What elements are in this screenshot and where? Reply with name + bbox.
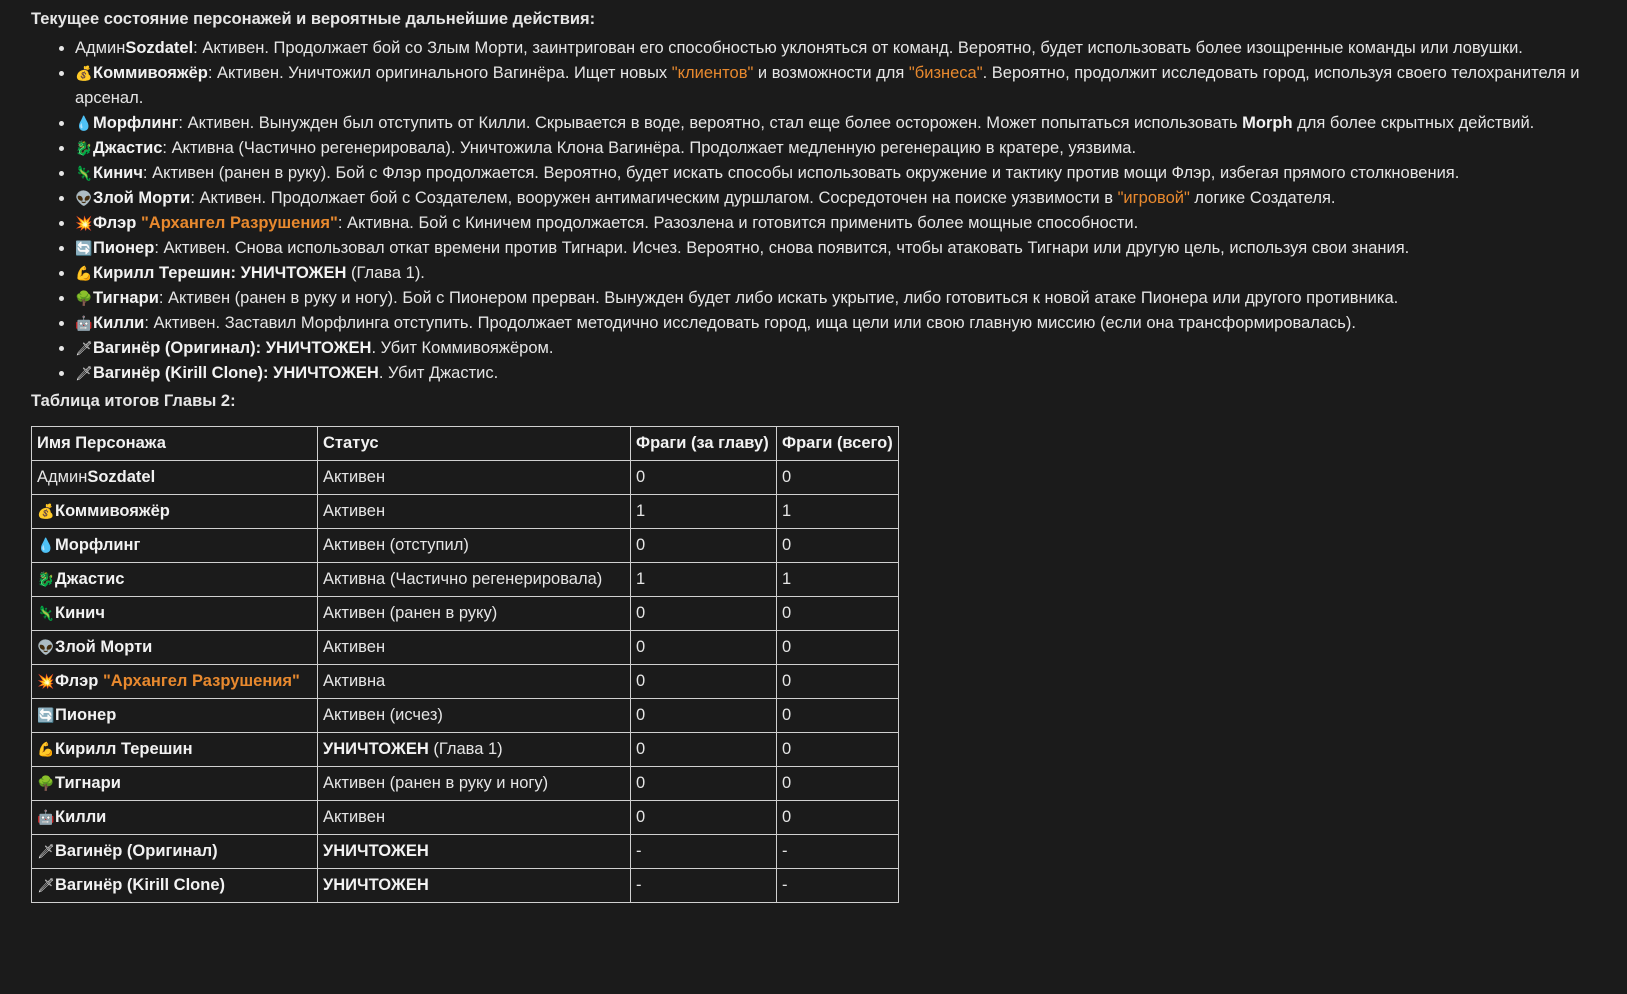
item-text: : Активна (Частично регенерировала). Уничтожила Клона Вагинёра. Продолжает медленную регенерацию в кратере, уязвима.: [162, 139, 1137, 157]
frags-total-cell: 0: [777, 529, 899, 563]
item-text: : Активен. Снова использовал откат времени против Тигнари. Исчез. Вероятно, снова появится, чтобы атаковать Тигнари или другую цель, используя свои знания.: [154, 239, 1410, 257]
alien-icon: 👽: [37, 639, 55, 655]
item-text: логике Создателя.: [1189, 189, 1336, 207]
character-status-list: [31, 36, 1616, 386]
character-name: Джастис: [93, 139, 163, 157]
table-row: [32, 529, 899, 563]
item-text: : Активен. Уничтожил оригинального Вагинёра. Ищет новых: [207, 64, 672, 82]
character-name: Пионер: [93, 239, 155, 257]
quote-text: "игровой": [1117, 189, 1190, 207]
dagger-icon: 🗡: [37, 877, 55, 893]
dagger-icon: 🗡: [75, 365, 93, 381]
frags-chapter-cell: 0: [631, 699, 777, 733]
list-item: [75, 311, 1616, 336]
table-row: [32, 835, 899, 869]
character-name: Злой Морти: [55, 638, 153, 656]
character-name: Коммивояжёр: [55, 502, 170, 520]
frags-total-cell: 0: [777, 631, 899, 665]
refresh-icon: 🔄: [37, 707, 55, 723]
list-item: • 💪Кирилл Терешин: УНИЧТОЖЕН (Глава 1).: [75, 261, 1616, 286]
name-cell: [32, 631, 318, 665]
money-bag-icon: 💰: [75, 65, 93, 81]
status-cell: Активен: [318, 631, 631, 665]
flexed-arm-icon: 💪: [37, 741, 55, 757]
character-name: Тигнари: [55, 774, 121, 792]
table-row: [32, 597, 899, 631]
character-name: Пионер: [55, 706, 117, 724]
list-item: [75, 236, 1616, 261]
frags-chapter-cell: 0: [631, 529, 777, 563]
name-cell: [32, 733, 318, 767]
lizard-icon: 🦎: [75, 165, 93, 181]
dragon-icon: 🐉: [37, 571, 55, 587]
name-cell: [32, 529, 318, 563]
item-text: . Убит Джастис.: [378, 364, 499, 382]
status-cell: Активен: [318, 495, 631, 529]
list-item: [75, 136, 1616, 161]
table-row: [32, 801, 899, 835]
quote-text: "клиентов": [671, 64, 754, 82]
status-cell: Активна (Частично регенерировала): [318, 563, 631, 597]
table-row: [32, 665, 899, 699]
droplet-icon: 💧: [37, 537, 55, 553]
frags-total-cell: -: [777, 835, 899, 869]
name-cell: [32, 461, 318, 495]
table-row: [32, 563, 899, 597]
name-prefix: Админ: [37, 468, 88, 486]
status-bold: УНИЧТОЖЕН: [323, 842, 429, 860]
money-bag-icon: 💰: [37, 503, 55, 519]
name-prefix: Админ: [75, 39, 126, 57]
frags-total-cell: 0: [777, 767, 899, 801]
section-heading: Текущее состояние персонажей и вероятные дальнейшие действия:: [31, 10, 596, 28]
character-name: Коммивояжёр: [93, 64, 208, 82]
frags-total-cell: 0: [777, 597, 899, 631]
frags-total-cell: 0: [777, 801, 899, 835]
status-text: (Глава 1): [428, 740, 503, 758]
frags-total-cell: 0: [777, 699, 899, 733]
table-row: [32, 699, 899, 733]
summary-table: [31, 426, 899, 903]
item-text: : Активен (ранен в руку). Бой с Флэр продолжается. Вероятно, будет искать способы использовать окружение и тактику против мощи Флэр, избегая прямого столкновения.: [142, 164, 1460, 182]
item-text: : Активен. Заставил Морфлинга отступить. Продолжает методично исследовать город, ища цели или свою главную миссию (если она трансформировалась).: [144, 314, 1356, 332]
character-name: Тигнари: [93, 289, 159, 307]
character-name: Морфлинг: [55, 536, 141, 554]
flexed-arm-icon: 💪: [75, 265, 93, 281]
dagger-icon: 🗡: [75, 340, 93, 356]
item-text: для более скрытных действий.: [1292, 114, 1535, 132]
collision-icon: 💥: [37, 673, 55, 689]
frags-chapter-cell: 1: [631, 495, 777, 529]
droplet-icon: 💧: [75, 115, 93, 131]
status-bold: УНИЧТОЖЕН: [323, 876, 429, 894]
character-name: Sozdatel: [125, 39, 194, 57]
frags-total-cell: 0: [777, 733, 899, 767]
character-name: Вагинёр (Kirill Clone):: [93, 364, 269, 382]
character-name: Килли: [93, 314, 145, 332]
bold-text: УНИЧТОЖЕН: [273, 364, 379, 382]
frags-chapter-cell: -: [631, 835, 777, 869]
character-name: Sozdatel: [87, 468, 156, 486]
table-row: [32, 869, 899, 903]
dagger-icon: 🗡: [37, 843, 55, 859]
table-row: [32, 733, 899, 767]
item-text: : Активен. Продолжает бой с Создателем, вооружен антимагическим дуршлагом. Сосредоточен на поиске уязвимости в: [190, 189, 1118, 207]
frags-chapter-cell: 0: [631, 767, 777, 801]
list-item: [75, 111, 1616, 136]
bold-text: Morph: [1242, 114, 1293, 132]
table-row: [32, 461, 899, 495]
character-name: Злой Морти: [93, 189, 191, 207]
item-text: . Вероятно, продолжит исследовать город, используя своего телохранителя и арсенал.: [75, 64, 1580, 107]
name-cell: [32, 699, 318, 733]
column-header: Статус: [318, 427, 631, 461]
name-cell: [32, 801, 318, 835]
collision-icon: 💥: [75, 215, 93, 231]
list-item: [75, 286, 1616, 311]
status-bold: УНИЧТОЖЕН: [323, 740, 429, 758]
table-heading: Таблица итогов Главы 2:: [31, 392, 236, 410]
lizard-icon: 🦎: [37, 605, 55, 621]
robot-icon: 🤖: [75, 315, 93, 331]
dragon-icon: 🐉: [75, 140, 93, 156]
character-name: Вагинёр (Kirill Clone): [55, 876, 225, 894]
frags-total-cell: 1: [777, 495, 899, 529]
item-text: : Активен. Продолжает бой со Злым Морти, заинтригован его способностью уклоняться от команд. Вероятно, будет использовать более изощренные команды или ловушки.: [193, 39, 1523, 57]
column-header: Фраги (за главу): [631, 427, 777, 461]
bold-text: УНИЧТОЖЕН: [265, 339, 372, 357]
character-name: Кинич: [93, 164, 143, 182]
frags-chapter-cell: 0: [631, 597, 777, 631]
item-text: : Активна. Бой с Киничем продолжается. Разозлена и готовится применить более мощные способности.: [337, 214, 1139, 232]
table-header-row: [32, 427, 899, 461]
list-item: [75, 36, 1616, 61]
item-text: : Активен (ранен в руку и ногу). Бой с Пионером прерван. Вынужден будет либо искать укрытие, либо готовиться к новой атаке Пионера или другого противника.: [158, 289, 1399, 307]
table-row: [32, 767, 899, 801]
frags-total-cell: 1: [777, 563, 899, 597]
column-header: Имя Персонажа: [32, 427, 318, 461]
list-item: [75, 336, 1616, 361]
document: [31, 6, 1616, 903]
character-name: Флэр: [55, 672, 99, 690]
quote-text: "бизнеса": [908, 64, 983, 82]
list-item: [75, 361, 1616, 386]
item-text: (Глава 1).: [346, 264, 425, 282]
frags-total-cell: 0: [777, 665, 899, 699]
item-text: . Убит Коммивояжёром.: [371, 339, 554, 357]
status-cell: Активен (ранен в руку): [318, 597, 631, 631]
table-row: [32, 631, 899, 665]
tree-icon: 🌳: [37, 775, 55, 791]
refresh-icon: 🔄: [75, 240, 93, 256]
column-header: Фраги (всего): [777, 427, 899, 461]
tree-icon: 🌳: [75, 290, 93, 306]
status-cell: Активна: [318, 665, 631, 699]
character-name: Флэр: [93, 214, 137, 232]
frags-chapter-cell: 0: [631, 665, 777, 699]
frags-total-cell: 0: [777, 461, 899, 495]
character-name: Кинич: [55, 604, 105, 622]
status-cell: Активен: [318, 801, 631, 835]
table-row: [32, 495, 899, 529]
alien-icon: 👽: [75, 190, 93, 206]
status-cell: Активен (ранен в руку и ногу): [318, 767, 631, 801]
frags-chapter-cell: 1: [631, 563, 777, 597]
list-item: [75, 161, 1616, 186]
character-name: Морфлинг: [93, 114, 179, 132]
frags-chapter-cell: 0: [631, 733, 777, 767]
status-cell: Активен (отступил): [318, 529, 631, 563]
frags-chapter-cell: -: [631, 869, 777, 903]
status-cell: [318, 733, 631, 767]
bold-text: УНИЧТОЖЕН: [240, 264, 347, 282]
list-item: [75, 211, 1616, 236]
character-name: Вагинёр (Оригинал): [55, 842, 218, 860]
status-cell: [318, 869, 631, 903]
item-text: : Активен. Вынужден был отступить от Килли. Скрывается в воде, вероятно, стал еще более осторожен. Может попытаться использовать: [178, 114, 1243, 132]
robot-icon: 🤖: [37, 809, 55, 825]
frags-chapter-cell: 0: [631, 631, 777, 665]
name-cell: [32, 767, 318, 801]
character-name: Килли: [55, 808, 107, 826]
name-cell: [32, 495, 318, 529]
frags-chapter-cell: 0: [631, 801, 777, 835]
name-cell: [32, 665, 318, 699]
name-cell: [32, 597, 318, 631]
character-name: Кирилл Терешин: [93, 264, 231, 282]
list-item: [75, 61, 1616, 111]
character-name: Джастис: [55, 570, 125, 588]
quote-text: "Архангел Разрушения": [102, 672, 300, 690]
frags-total-cell: -: [777, 869, 899, 903]
character-name: Кирилл Терешин: [55, 740, 193, 758]
status-cell: [318, 835, 631, 869]
name-cell: [32, 869, 318, 903]
list-item: [75, 186, 1616, 211]
name-cell: [32, 563, 318, 597]
status-cell: Активен: [318, 461, 631, 495]
frags-chapter-cell: 0: [631, 461, 777, 495]
name-cell: [32, 835, 318, 869]
item-text: и возможности для: [753, 64, 909, 82]
status-cell: Активен (исчез): [318, 699, 631, 733]
quote-text: "Архангел Разрушения": [140, 214, 338, 232]
character-name: Вагинёр (Оригинал):: [93, 339, 262, 357]
